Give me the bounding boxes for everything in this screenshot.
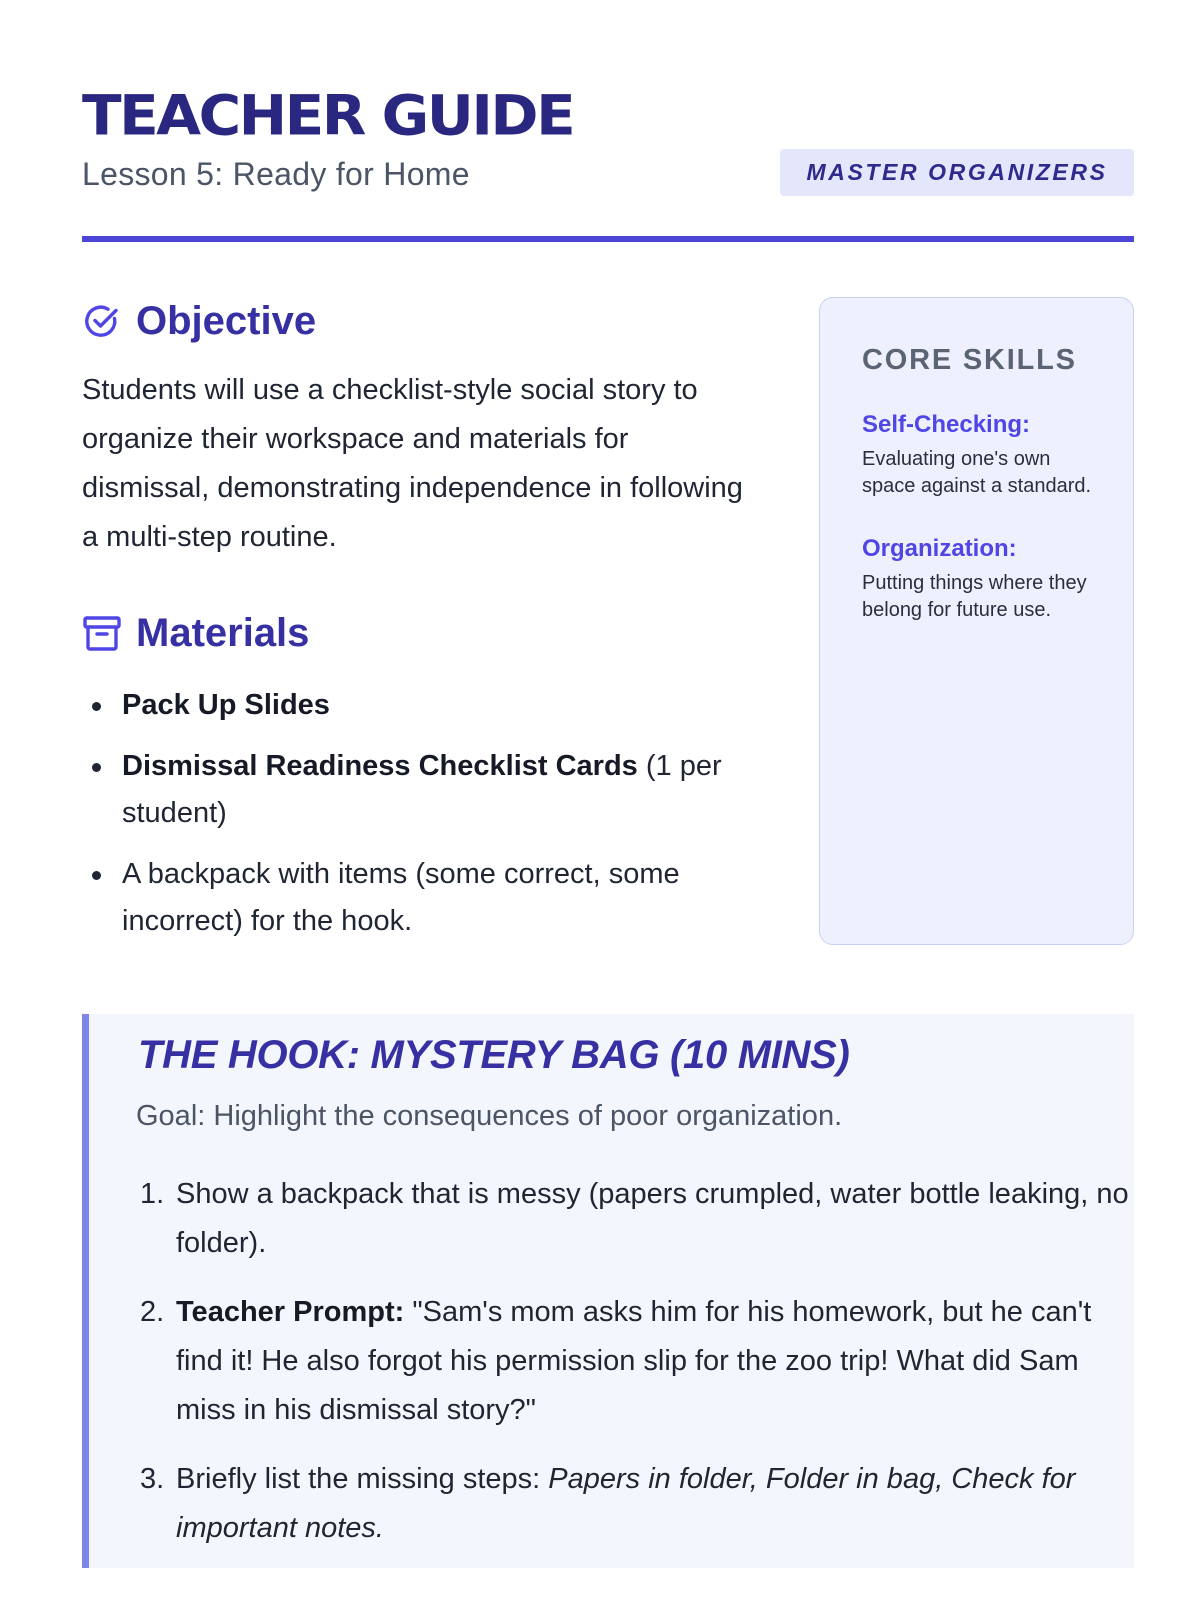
step-text: Briefly list the missing steps: — [176, 1463, 549, 1495]
material-note: A backpack with items (some correct, some incorrect) for the hook. — [122, 858, 680, 937]
material-note: (1 per student) — [122, 750, 722, 829]
step-number: 3. — [140, 1463, 165, 1495]
skill-item — [862, 534, 1093, 624]
list-item — [136, 1288, 1136, 1435]
unit-badge: MASTER ORGANIZERS — [780, 149, 1134, 196]
objective-text: Students will use a checklist-style social story to organize their workspace and materials for dismissal, demonstrating independence in following a multi-step routine. — [82, 374, 743, 553]
materials-heading: Materials — [136, 610, 310, 655]
core-skills-title: CORE SKILLS — [862, 344, 1077, 376]
step-italic: Papers in folder, Folder in bag, Check for important notes. — [176, 1463, 1076, 1544]
hook-title: THE HOOK: MYSTERY BAG (10 MINS) — [138, 1033, 850, 1077]
core-skills-panel — [819, 297, 1134, 945]
objective-heading: Objective — [136, 298, 317, 343]
step-number: 1. — [140, 1178, 165, 1210]
header-divider — [82, 236, 1134, 242]
step-bold: Teacher Prompt: — [176, 1296, 405, 1328]
list-item — [82, 851, 762, 945]
header — [82, 84, 1134, 244]
skill-description: Evaluating one's own space against a standard. — [862, 448, 1092, 497]
main-column — [82, 296, 762, 959]
skill-name: Self-Checking: — [862, 411, 1031, 438]
archive-box-icon — [82, 613, 122, 653]
lesson-subtitle: Lesson 5: Ready for Home — [82, 156, 470, 192]
list-item — [82, 743, 762, 837]
step-number: 2. — [140, 1296, 165, 1328]
list-item — [82, 682, 762, 729]
step-text: "Sam's mom asks him for his homework, but he can't find it! He also forgot his permission slip for the zoo trip! What did Sam miss in his dismissal story?" — [176, 1296, 1092, 1426]
hook-goal: Goal: Highlight the consequences of poor organization. — [136, 1100, 843, 1132]
check-circle-icon — [82, 301, 122, 341]
material-name: Dismissal Readiness Checklist Cards — [122, 750, 638, 782]
skill-name: Organization: — [862, 535, 1017, 562]
list-item — [136, 1455, 1136, 1553]
list-item — [136, 1170, 1136, 1268]
materials-heading-row — [82, 608, 762, 658]
step-text: Show a backpack that is messy (papers crumpled, water bottle leaking, no folder). — [176, 1178, 1129, 1259]
materials-list — [82, 682, 762, 945]
teacher-guide-page — [82, 0, 1134, 1600]
skill-item — [862, 410, 1093, 500]
skill-description: Putting things where they belong for future use. — [862, 572, 1087, 621]
hook-steps — [136, 1170, 1136, 1573]
material-name: Pack Up Slides — [122, 689, 330, 721]
objective-heading-row — [82, 296, 762, 346]
page-title: TEACHER GUIDE — [82, 83, 574, 148]
hook-section — [82, 1014, 1134, 1568]
